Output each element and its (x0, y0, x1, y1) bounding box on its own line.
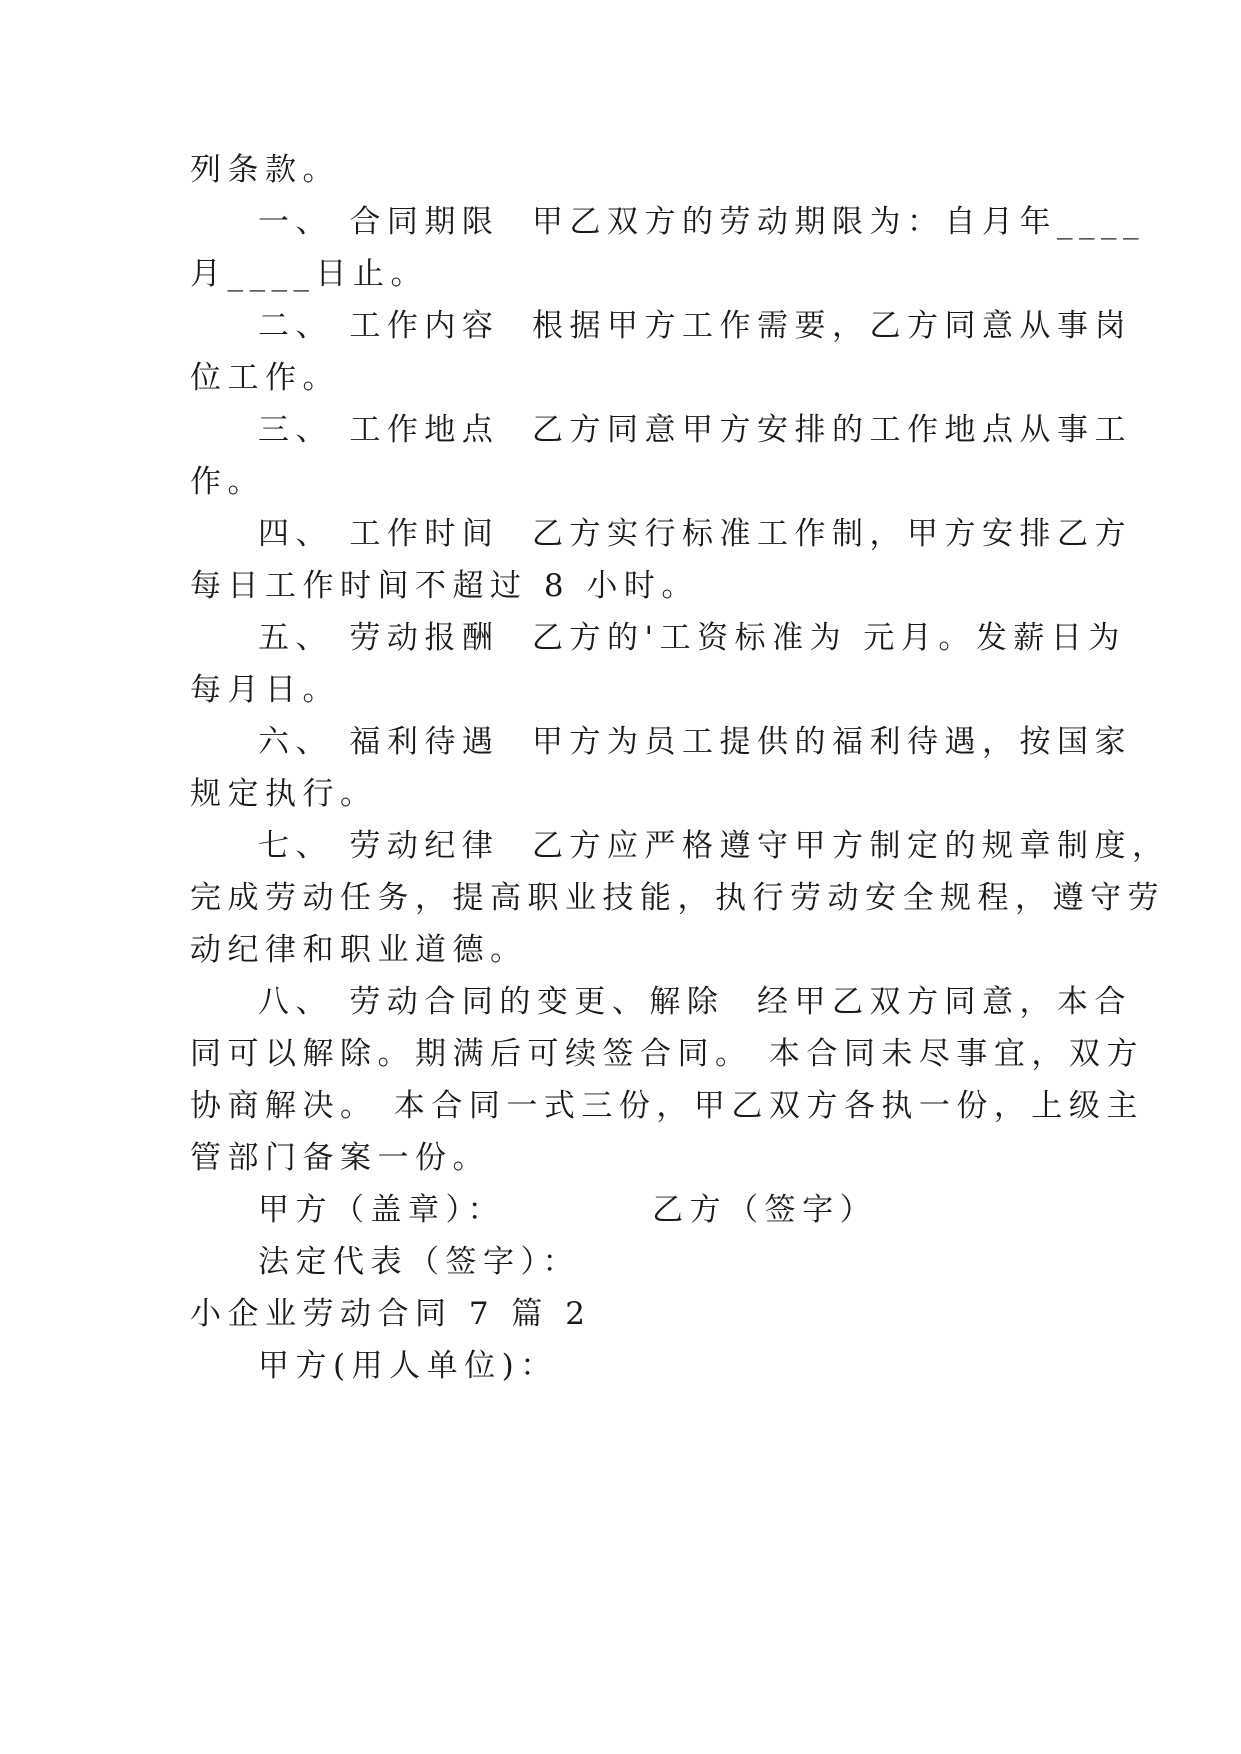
clause-8-line: 八、 劳动合同的变更、解除 经甲乙双方同意，本合 (258, 984, 1133, 1020)
clause-7-line: 七、 劳动纪律 乙方应严格遵守甲方制定的规章制度， (258, 828, 1170, 864)
text-line: 协商解决。 本合同一式三份，甲乙双方各执一份，上级主 (190, 1088, 1144, 1124)
signature-line: 甲方（盖章）： 乙方（签字） (258, 1192, 878, 1228)
text-line: 列条款。 (190, 152, 340, 188)
text-line: 作。 (190, 464, 265, 500)
legal-rep-signature-line: 法定代表（签字）： (258, 1244, 580, 1280)
clause-4-line: 四、 工作时间 乙方实行标准工作制，甲方安排乙方 (258, 516, 1133, 552)
text-line: 动纪律和职业道德。 (190, 932, 528, 968)
text-line: 月____日止。 (190, 256, 428, 292)
clause-6-line: 六、 福利待遇 甲方为员工提供的福利待遇，按国家 (258, 724, 1133, 760)
party-a-line: 甲方(用人单位)： (258, 1348, 558, 1384)
text-line: 同可以解除。期满后可续签合同。 本合同未尽事宜，双方 (190, 1036, 1144, 1072)
clause-3-line: 三、 工作地点 乙方同意甲方安排的工作地点从事工 (258, 412, 1133, 448)
text-line: 每月日。 (190, 672, 340, 708)
section-heading: 小企业劳动合同 7 篇 2 (190, 1296, 592, 1332)
clause-5-line: 五、 劳动报酬 乙方的'工资标准为 元月。发薪日为 (258, 620, 1126, 656)
text-line: 位工作。 (190, 360, 340, 396)
text-line: 管部门备案一份。 (190, 1140, 490, 1176)
text-line: 每日工作时间不超过 8 小时。 (190, 568, 699, 604)
clause-1-line: 一、 合同期限 甲乙双方的劳动期限为：自月年____ (258, 204, 1146, 240)
clause-2-line: 二、 工作内容 根据甲方工作需要，乙方同意从事岗 (258, 308, 1133, 344)
text-line: 完成劳动任务，提高职业技能，执行劳动安全规程，遵守劳 (190, 880, 1165, 916)
text-line: 规定执行。 (190, 776, 378, 812)
